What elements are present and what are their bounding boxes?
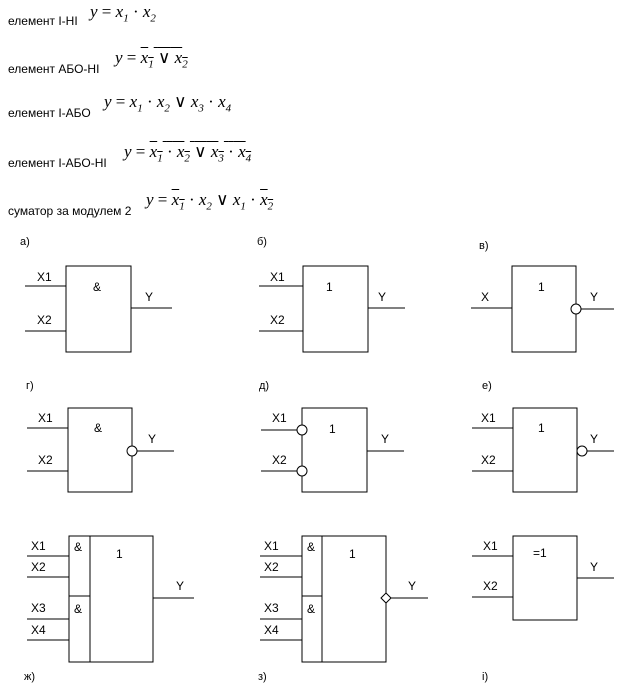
- input-label: X4: [31, 623, 46, 637]
- input-label: X2: [264, 560, 279, 574]
- output-label: Y: [590, 560, 599, 574]
- panel-label-a: а): [20, 236, 30, 248]
- input-label: X3: [264, 601, 279, 615]
- input-label: X2: [270, 313, 285, 327]
- and-section-symbol: &: [74, 540, 83, 554]
- formula-expression: $y = x_1 \cdot x_2$ ∨ $x_1 \cdot x_2$: [146, 190, 274, 213]
- output-label: Y: [381, 432, 390, 446]
- panel-label-e: е): [482, 380, 492, 392]
- formula-expression: $y = x_1$ ∨ $x_2$: [115, 48, 188, 71]
- input-label: X1: [37, 270, 52, 284]
- panel-label-z: з): [258, 671, 267, 683]
- input-label: X2: [481, 453, 496, 467]
- input-label: X1: [270, 270, 285, 284]
- panel-label-zh: ж): [24, 671, 36, 683]
- output-label: Y: [148, 432, 157, 446]
- and-section-symbol: &: [307, 602, 316, 616]
- gate-symbol: 1: [349, 547, 356, 561]
- output-label: Y: [590, 432, 599, 446]
- gate-symbol: 1: [326, 280, 333, 294]
- gate-symbol: 1: [329, 422, 336, 436]
- panel-label-g: г): [26, 380, 34, 392]
- gate-symbol: 1: [116, 547, 123, 561]
- input-label: X2: [37, 313, 52, 327]
- input-label: X1: [264, 539, 279, 553]
- output-label: Y: [408, 579, 417, 593]
- panel-label-d: д): [259, 380, 270, 392]
- panel-label-v: в): [479, 240, 489, 252]
- input-label: X1: [31, 539, 46, 553]
- formula-label: елемент І-АБО: [8, 106, 91, 120]
- input-label: X1: [272, 411, 287, 425]
- gate-symbol: 1: [538, 421, 545, 435]
- and-section-symbol: &: [74, 602, 83, 616]
- input-label: X: [481, 290, 490, 304]
- input-label: X3: [31, 601, 46, 615]
- formula-expression: $y = x_1 \cdot x_2$ ∨ $x_3 \cdot x_4$: [104, 92, 232, 115]
- panel-label-b: б): [257, 236, 267, 248]
- gate-and-or: [27, 536, 194, 662]
- formula-label: елемент І-НІ: [8, 14, 78, 28]
- gate-not: [471, 266, 614, 352]
- gate-symbol: &: [94, 421, 103, 435]
- output-label: Y: [145, 290, 154, 304]
- gate-symbol: =1: [533, 546, 547, 560]
- output-label: Y: [176, 579, 185, 593]
- input-label: X4: [264, 623, 279, 637]
- and-section-symbol: &: [307, 540, 316, 554]
- input-label: X2: [483, 579, 498, 593]
- input-label: X1: [481, 411, 496, 425]
- input-label: X2: [272, 453, 287, 467]
- formula-label: елемент І-АБО-НІ: [8, 156, 107, 170]
- gate-and-or-not: [260, 536, 428, 662]
- formula-expression: $y = x_1 \cdot x_2$ ∨ $x_3 \cdot x_4$: [124, 142, 252, 165]
- gate-symbol: 1: [538, 280, 545, 294]
- output-label: Y: [378, 290, 387, 304]
- formula-label: суматор за модулем 2: [8, 204, 132, 218]
- panel-label-i: і): [482, 671, 489, 683]
- input-label: X2: [31, 560, 46, 574]
- gate-symbol: &: [93, 280, 102, 294]
- input-label: X2: [38, 453, 53, 467]
- input-label: X1: [38, 411, 53, 425]
- formula-label: елемент АБО-НІ: [8, 62, 100, 76]
- input-label: X1: [483, 539, 498, 553]
- output-label: Y: [590, 290, 599, 304]
- formula-expression: $y = x_1 \cdot x_2$: [90, 2, 156, 25]
